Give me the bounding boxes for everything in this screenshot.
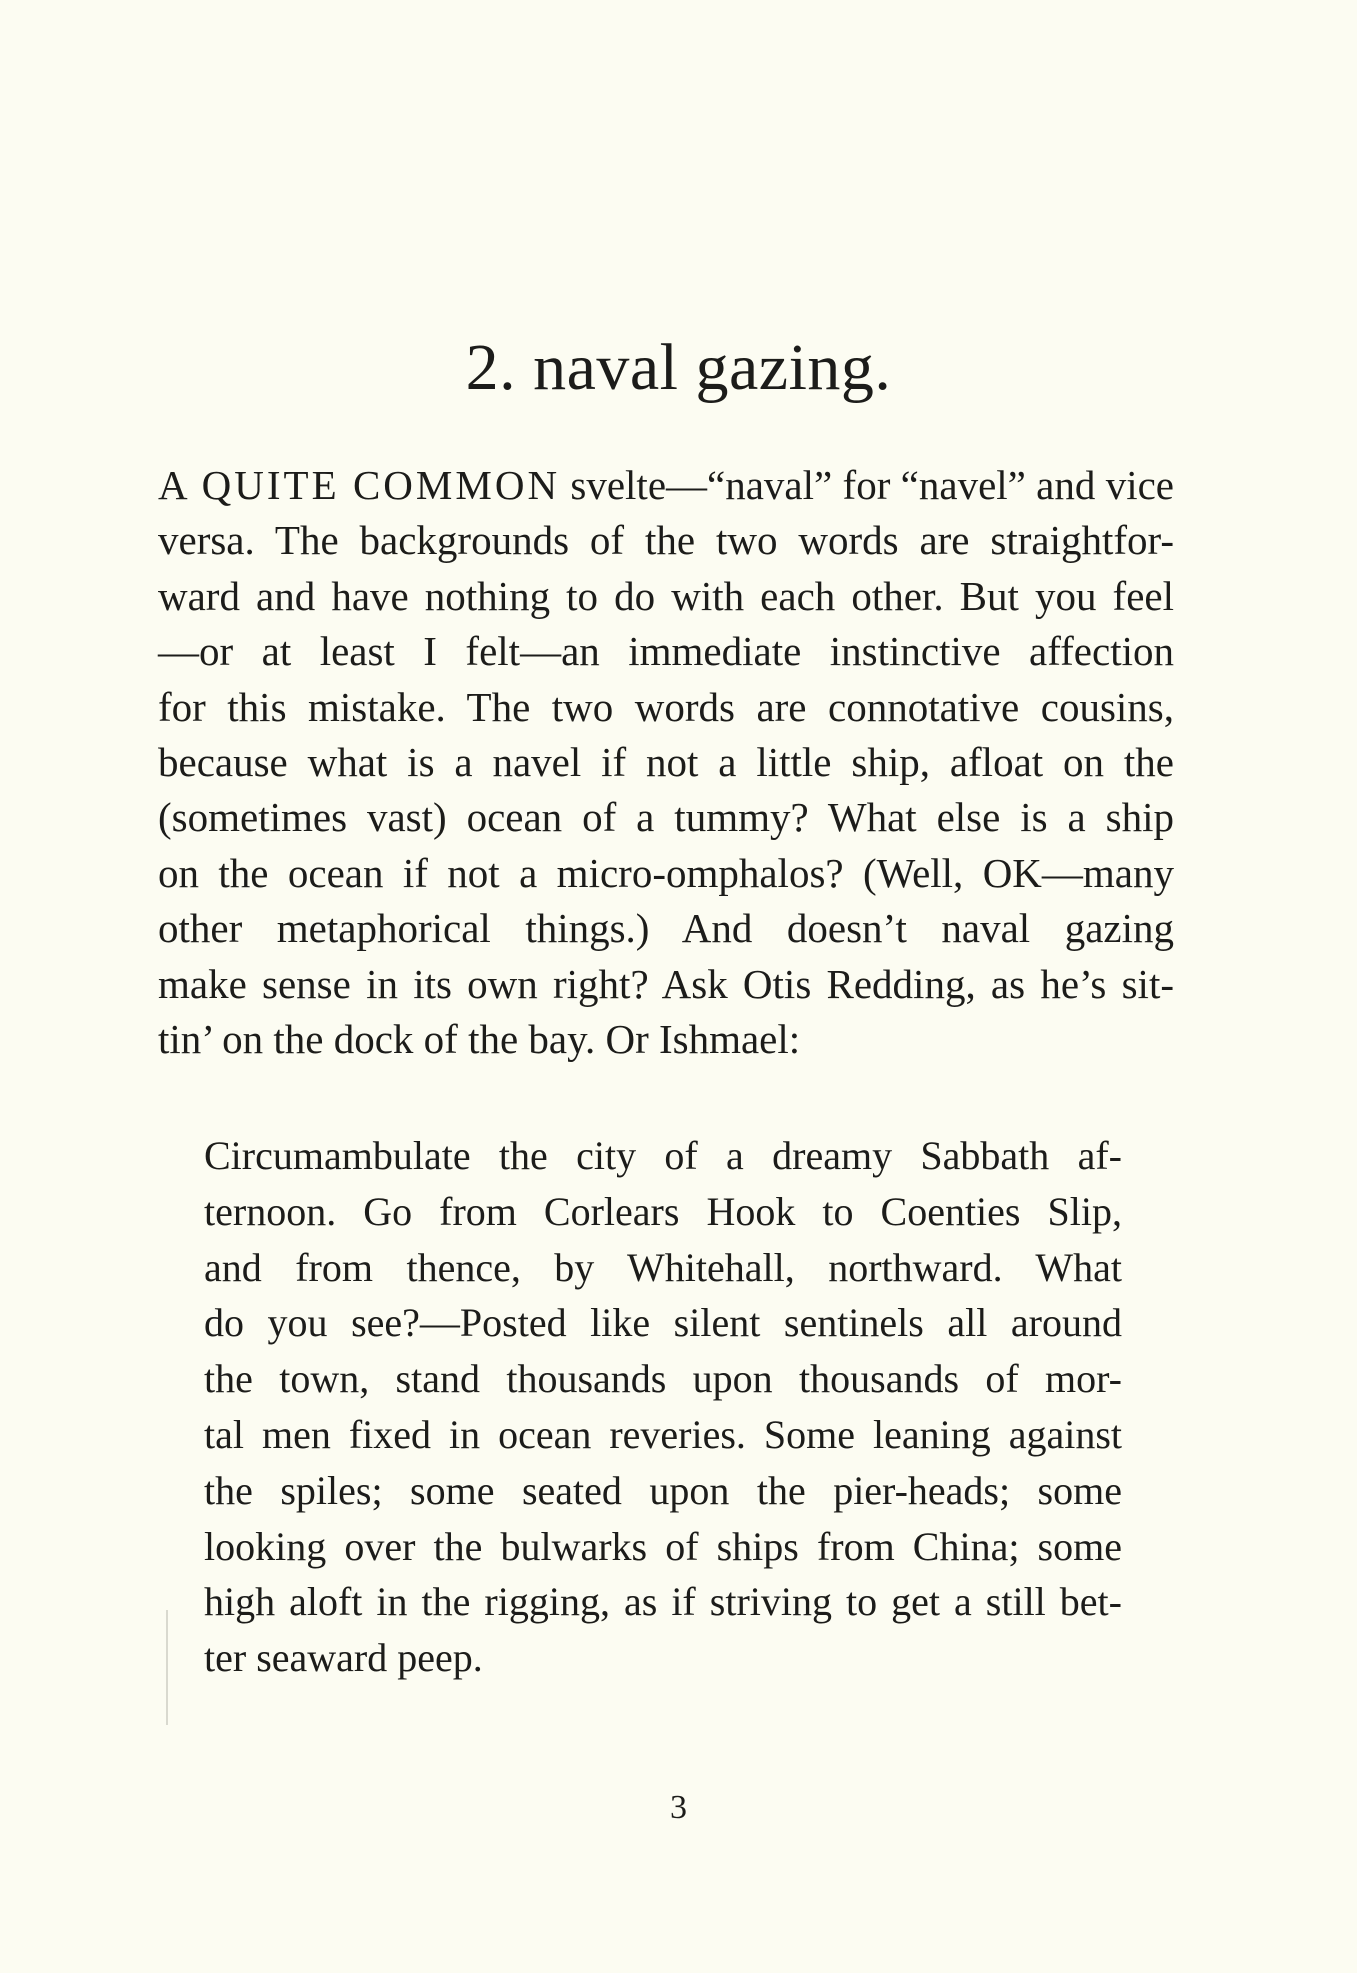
quote-line: the town, stand thousands upon thousands of mor-: [204, 1356, 1122, 1402]
chapter-title: 2. naval gazing.: [465, 331, 892, 404]
paragraph-line: —or at least I felt—an immediate instinctive affection: [158, 628, 1174, 675]
quote-line: ter seaward peep.: [204, 1635, 483, 1681]
paragraph-line-text: svelte—“naval” for “navel” and vice: [560, 462, 1174, 508]
quote-line: looking over the bulwarks of ships from China; some: [204, 1523, 1122, 1569]
paragraph-line: make sense in its own right? Ask Otis Redding, as he’s sit-: [158, 960, 1174, 1007]
block-quote: [204, 1128, 1122, 1686]
paragraph-line: (sometimes vast) ocean of a tummy? What else is a ship: [158, 794, 1174, 841]
page-number: 3: [670, 1789, 687, 1826]
quote-line: tal men fixed in ocean reveries. Some leaning against: [204, 1411, 1122, 1457]
quote-line: Circumambulate the city of a dreamy Sabbath af-: [204, 1133, 1122, 1178]
lead-in-smallcaps: A QUITE COMMON: [158, 462, 561, 508]
quote-line: do you see?—Posted like silent sentinels all around: [204, 1300, 1122, 1346]
paragraph-line: ward and have nothing to do with each other. But you feel: [158, 572, 1174, 619]
paragraph-line: for this mistake. The two words are connotative cousins,: [158, 683, 1174, 730]
paragraph-line: [158, 458, 1174, 513]
paragraph-line: tin’ on the dock of the bay. Or Ishmael:: [158, 1016, 801, 1063]
quote-line: and from thence, by Whitehall, northward. What: [204, 1244, 1122, 1290]
body-paragraph: [158, 458, 1174, 1067]
quote-line: high aloft in the rigging, as if striving to get a still bet-: [204, 1579, 1122, 1625]
paragraph-line: other metaphorical things.) And doesn’t naval gazing: [158, 905, 1174, 952]
paragraph-line: because what is a navel if not a little ship, afloat on the: [158, 739, 1174, 786]
quote-line: ternoon. Go from Corlears Hook to Coenties Slip,: [204, 1188, 1122, 1234]
paragraph-line: on the ocean if not a micro-omphalos? (Well, OK—many: [158, 849, 1174, 896]
scan-margin-mark: [166, 1610, 168, 1725]
paragraph-line: versa. The backgrounds of the two words are straightfor-: [158, 517, 1174, 564]
quote-line: the spiles; some seated upon the pier-heads; some: [204, 1467, 1122, 1513]
